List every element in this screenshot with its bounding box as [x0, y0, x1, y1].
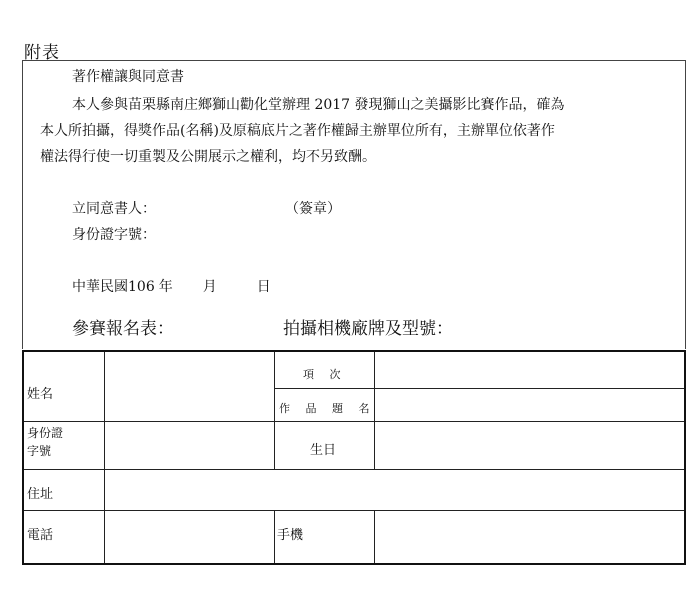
date-prefix: 中華民國 — [72, 279, 128, 295]
row-divider — [24, 469, 684, 470]
date-day-unit: 日 — [256, 279, 271, 295]
item-no-label: 項 次 — [303, 368, 347, 381]
attachment-label: 附表 — [24, 43, 60, 63]
work-title-label: 作 品 題 名 — [279, 402, 376, 415]
col-divider — [104, 352, 105, 563]
col-divider — [274, 510, 275, 563]
row-divider — [274, 388, 684, 389]
agreement-line-1: 本人參與苗栗縣南庄鄉獅山勸化堂辦理 2017 發現獅山之美攝影比賽作品，確為 — [72, 97, 565, 113]
birthday-label: 生日 — [310, 443, 337, 458]
date-month-unit: 月 — [202, 279, 217, 295]
date-year: 106 — [128, 279, 155, 295]
date-year-unit: 年 — [158, 279, 173, 295]
phone-label: 電話 — [27, 528, 54, 543]
id-label-line-2: 字號 — [27, 444, 52, 458]
agreement-line-2: 本人所拍攝，得獎作品(名稱)及原稿底片之著作權歸主辦單位所有，主辦單位依著作 — [40, 123, 555, 139]
id-number-label: 身份證字號： — [72, 227, 156, 243]
address-label: 住址 — [27, 487, 54, 502]
registration-table — [22, 350, 686, 565]
seal-label: （簽章） — [285, 201, 341, 217]
name-label: 姓名 — [27, 387, 54, 402]
signer-label: 立同意書人： — [72, 201, 156, 217]
row-divider — [24, 421, 684, 422]
id-label-line-1: 身份證 — [27, 426, 64, 440]
camera-label: 拍攝相機廠牌及型號： — [283, 319, 453, 339]
agreement-title: 著作權讓與同意書 — [72, 69, 184, 85]
row-divider — [24, 510, 684, 511]
form-title: 參賽報名表： — [72, 319, 174, 339]
col-divider — [274, 352, 275, 469]
date-line — [72, 276, 285, 296]
agreement-line-3: 權法得行使一切重製及公開展示之權利，均不另致酬。 — [40, 149, 376, 165]
col-divider — [374, 510, 375, 563]
mobile-label: 手機 — [277, 528, 304, 543]
